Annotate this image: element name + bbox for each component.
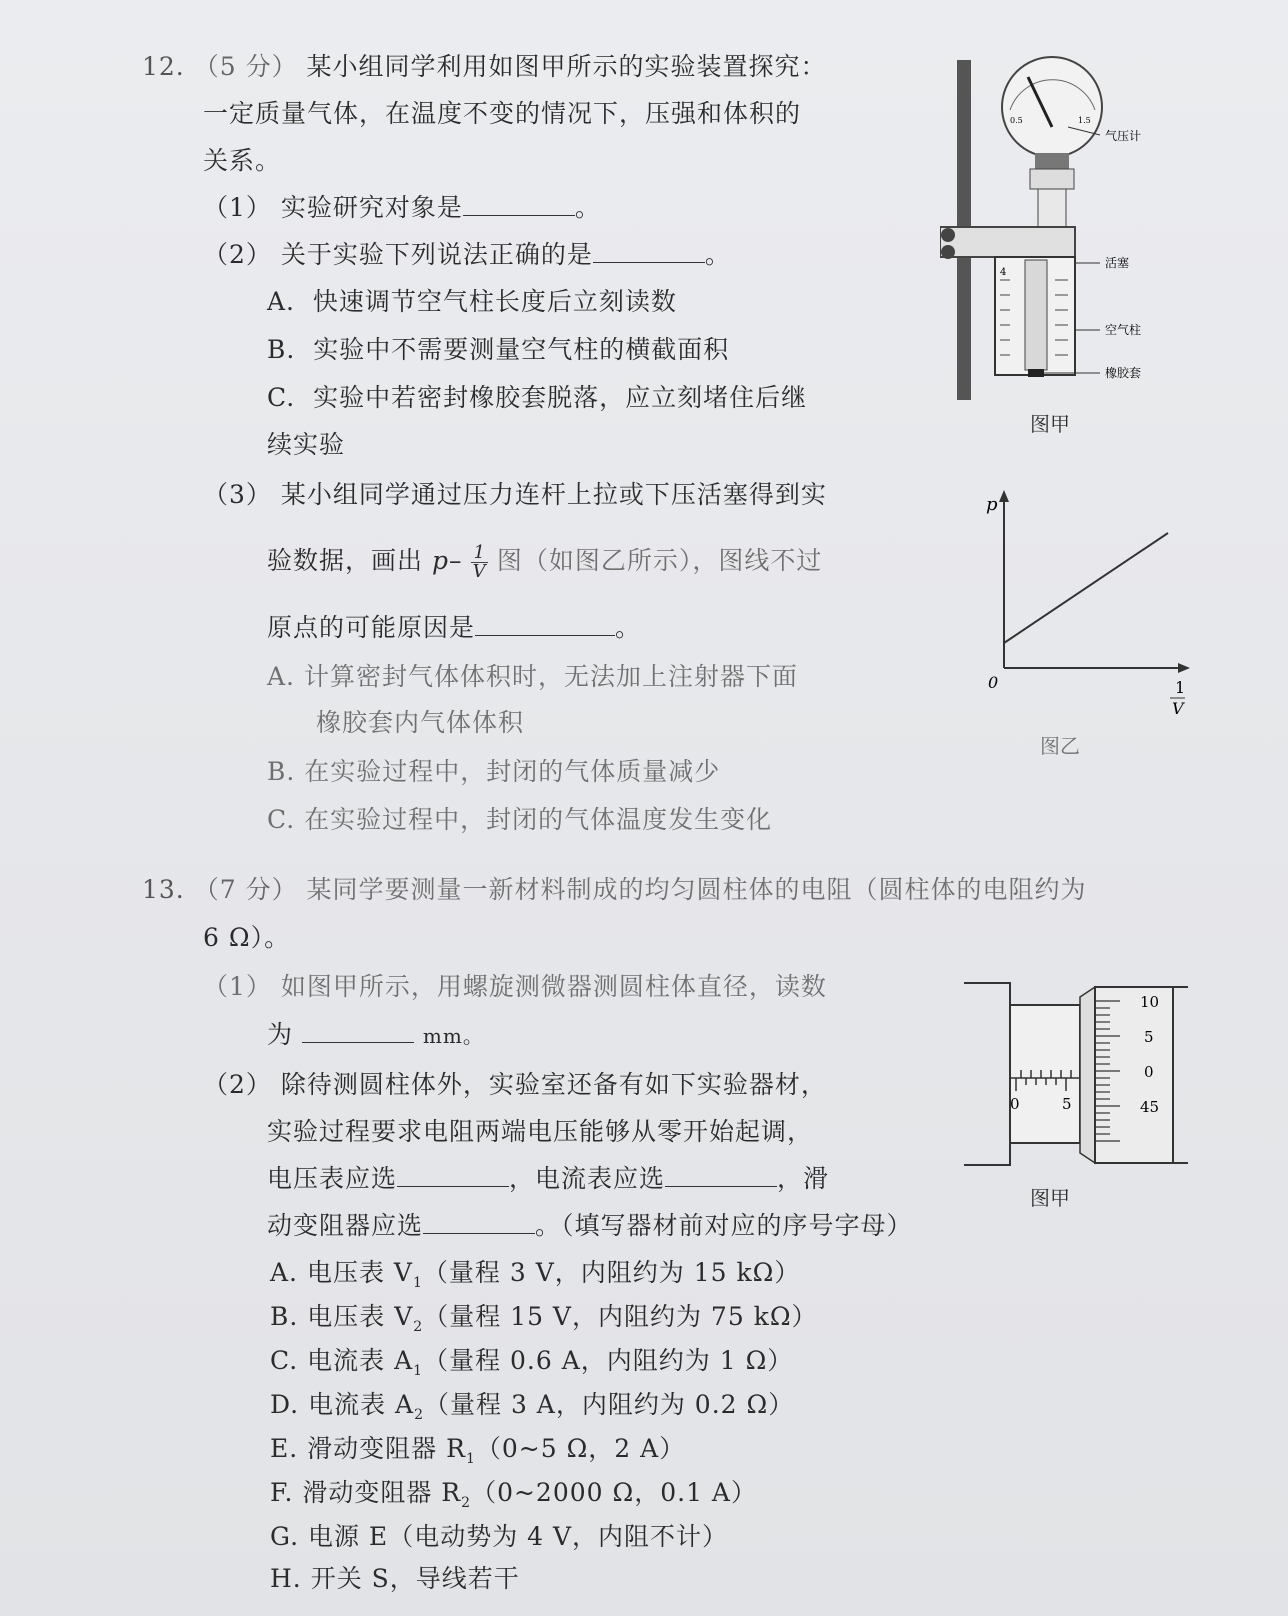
equipment-spec: （电动势为 4 V，内阻不计） [388,1522,729,1551]
sleeve-tick: 5 [1062,1095,1072,1113]
thimble-tick: 10 [1140,993,1160,1011]
equipment-item [270,1520,728,1564]
dial-right: 1.5 [1078,116,1091,125]
label-piston: 活塞 [1105,256,1130,270]
rheostat-answer-blank[interactable] [423,1209,535,1234]
equipment-name: 电流表 A [307,1346,414,1375]
q13-sub2-text4b: 。（填写器材前对应的序号字母） [535,1211,913,1240]
q12-sub2-end: 。 [704,240,731,269]
q13-number: 13. [142,875,185,904]
option-label: C. [267,383,296,412]
equipment-spec: （0~5 Ω，2 A） [475,1434,686,1463]
label-gauge: 气压计 [1105,129,1142,143]
q13-sub1-text: 如图甲所示，用螺旋测微器测圆柱体直径，读数 [280,972,827,1001]
equipment-item [270,1300,818,1344]
equipment-sub: 1 [413,1363,424,1379]
q12-sub3-text3: 原点的可能原因是 [267,613,476,642]
q12-stem-line3: 关系。 [203,146,282,175]
q12-sub1 [203,191,601,225]
y-label: p [986,494,998,515]
equipment-label: G. [270,1522,300,1551]
origin-label: 0 [988,673,999,692]
q13-sub2-line2: 实验过程要求电阻两端电压能够从零开始起调， [267,1117,814,1146]
q13-sub1 [203,970,827,1004]
q12-sub2-option-a [267,285,677,319]
q13-stem [142,873,1087,907]
equipment-item [270,1388,794,1432]
frac-num: 1 [473,542,486,563]
equipment-spec: （量程 3 V，内阻约为 15 kΩ） [422,1258,801,1287]
equipment-item [270,1476,757,1520]
dial-left: 0.5 [1010,116,1023,125]
apparatus-figure [940,55,1200,405]
q12-sub3-end: 。 [615,613,642,642]
equipment-item [270,1344,793,1388]
q13-sub2-text3b: ，电流表应选 [509,1164,666,1193]
equipment-name: 滑动变阻器 R [302,1478,462,1507]
q12-sub2 [203,238,731,272]
equipment-spec: （量程 15 V，内阻约为 75 kΩ） [423,1302,818,1331]
q12-sub2-answer-blank[interactable] [593,238,705,263]
q12-sub1-answer-blank[interactable] [463,191,575,216]
q12-sub3-line1 [203,478,827,512]
thimble-tick: 0 [1144,1063,1154,1081]
scale-top: 4 [1000,267,1007,278]
q13-sub1-line2 [267,1018,484,1053]
q12-sub2-text: 关于实验下列说法正确的是 [280,240,593,269]
equipment-name: 电源 E [307,1522,389,1551]
q13-sub1-answer-blank[interactable] [302,1018,414,1043]
equipment-label: D. [270,1390,300,1419]
q13-sub2-text3a: 电压表应选 [267,1164,398,1193]
equipment-spec: （量程 3 A，内阻约为 0.2 Ω） [424,1390,795,1419]
q12-sub3-option-a1: A. 计算密封气体体积时，无法加上注射器下面 [267,662,798,691]
q13-sub2-text4a: 动变阻器应选 [267,1211,424,1240]
equipment-label: B. [270,1302,299,1331]
q12-sub1-end: 。 [574,193,601,222]
equipment-label: A. [270,1258,299,1287]
formula-p: p [431,546,449,575]
equipment-name: 电压表 V [306,1258,413,1287]
q12-sub3-option-c: C. 在实验过程中，封闭的气体温度发生变化 [267,805,773,834]
q12-sub3-line3 [267,611,641,645]
equipment-name: 滑动变阻器 R [307,1434,466,1463]
x-label-v: V [1172,699,1184,718]
equipment-spec: （量程 0.6 A，内阻约为 1 Ω） [423,1346,794,1375]
q13-points: （7 分） [193,875,298,904]
ammeter-answer-blank[interactable] [665,1162,777,1187]
q13-sub2-text3c: ，滑 [777,1164,830,1193]
p-v-graph [960,488,1190,718]
q13-sub1-label: （1） [203,972,272,1001]
equipment-sub: 2 [461,1495,472,1511]
q12-sub3-text2a: 验数据，画出 [267,546,424,575]
equipment-name: 电流表 A [308,1390,415,1419]
pressure-gauge [1002,57,1102,157]
q13-stem-text: 某同学要测量一新材料制成的均匀圆柱体的电阻（圆柱体的电阻约为 [306,875,1087,904]
q13-sub2-line1 [203,1068,827,1102]
q13-sub1-unit: mm。 [422,1024,484,1048]
micrometer-figure [960,975,1190,1175]
equipment-item [270,1256,800,1300]
graph-line [1004,533,1168,643]
q12-sub2-option-b [267,333,729,367]
q13-sub2-line4 [267,1209,913,1243]
q12-stem-line1 [142,50,827,84]
q12-sub3-line2 [267,544,822,581]
formula-one-over-v [471,544,487,581]
equipment-item [270,1432,685,1476]
q13-stem-cont: 6 Ω）。 [203,923,291,952]
equipment-name: 电压表 V [307,1302,414,1331]
q12-sub2-option-c [267,381,807,415]
option-label: B. [267,335,296,364]
label-air-column: 空气柱 [1105,323,1142,337]
equipment-spec: （0~2000 Ω，0.1 A） [471,1478,757,1507]
q12-sub2-label: （2） [203,240,272,269]
q13-sub2-text1: 除待测圆柱体外，实验室还备有如下实验器材， [280,1070,827,1099]
q12-sub3-option-b: B. 在实验过程中，封闭的气体质量减少 [267,757,721,786]
q13-sub1-wei: 为 [267,1020,294,1049]
fig-a-caption: 图甲 [1030,412,1070,436]
sleeve-tick: 0 [1010,1095,1020,1113]
q12-sub2-option-c-cont: 续实验 [267,430,346,459]
q12-number: 12. [142,52,185,81]
x-label-one: 1 [1175,678,1186,697]
q12-stem-line2: 一定质量气体，在温度不变的情况下，压强和体积的 [203,99,802,128]
thimble [1095,987,1173,1163]
equipment-sub: 1 [412,1275,423,1291]
thimble-tick: 5 [1144,1028,1154,1046]
clamp [940,227,1075,257]
q12-sub1-label: （1） [203,193,272,222]
equipment-label: C. [270,1346,299,1375]
q13-sub2-label: （2） [203,1070,272,1099]
micrometer-caption: 图甲 [1030,1186,1070,1210]
formula-dash: – [448,546,463,575]
equipment-sub: 2 [413,1319,424,1335]
equipment-sub: 2 [414,1407,424,1423]
q12-points: （5 分） [193,52,298,81]
equipment-label: F. [270,1478,294,1507]
thimble-tick: 45 [1140,1098,1160,1116]
q12-sub3-text2b: 图（如图乙所示），图线不过 [496,546,823,575]
option-text: 快速调节空气柱长度后立刻读数 [312,287,677,316]
fig-b-caption: 图乙 [1040,734,1080,758]
q12-stem-text1: 某小组同学利用如图甲所示的实验装置探究： [306,52,827,81]
label-rubber-cap: 橡胶套 [1105,366,1142,380]
q13-sub2-line3 [267,1162,829,1196]
q12-sub1-text: 实验研究对象是 [280,193,463,222]
q12-sub3-option-a2: 橡胶套内气体体积 [316,708,525,737]
equipment-item [270,1562,520,1596]
option-text: 实验中不需要测量空气柱的横截面积 [313,335,730,364]
q12-sub3-text1: 某小组同学通过压力连杆上拉或下压活塞得到实 [280,480,827,509]
frac-den: V [472,561,487,582]
equipment-label: E. [270,1434,299,1463]
equipment-name: 开关 S，导线若干 [310,1564,520,1593]
option-label: A. [267,287,296,316]
q12-sub3-label: （3） [203,480,272,509]
equipment-label: H. [270,1564,302,1593]
voltmeter-answer-blank[interactable] [397,1162,509,1187]
rubber-cap [1028,369,1044,377]
equipment-sub: 1 [465,1451,476,1467]
q12-sub3-answer-blank[interactable] [475,611,615,636]
option-text: 实验中若密封橡胶套脱落，应立刻堵住后继 [313,383,808,412]
